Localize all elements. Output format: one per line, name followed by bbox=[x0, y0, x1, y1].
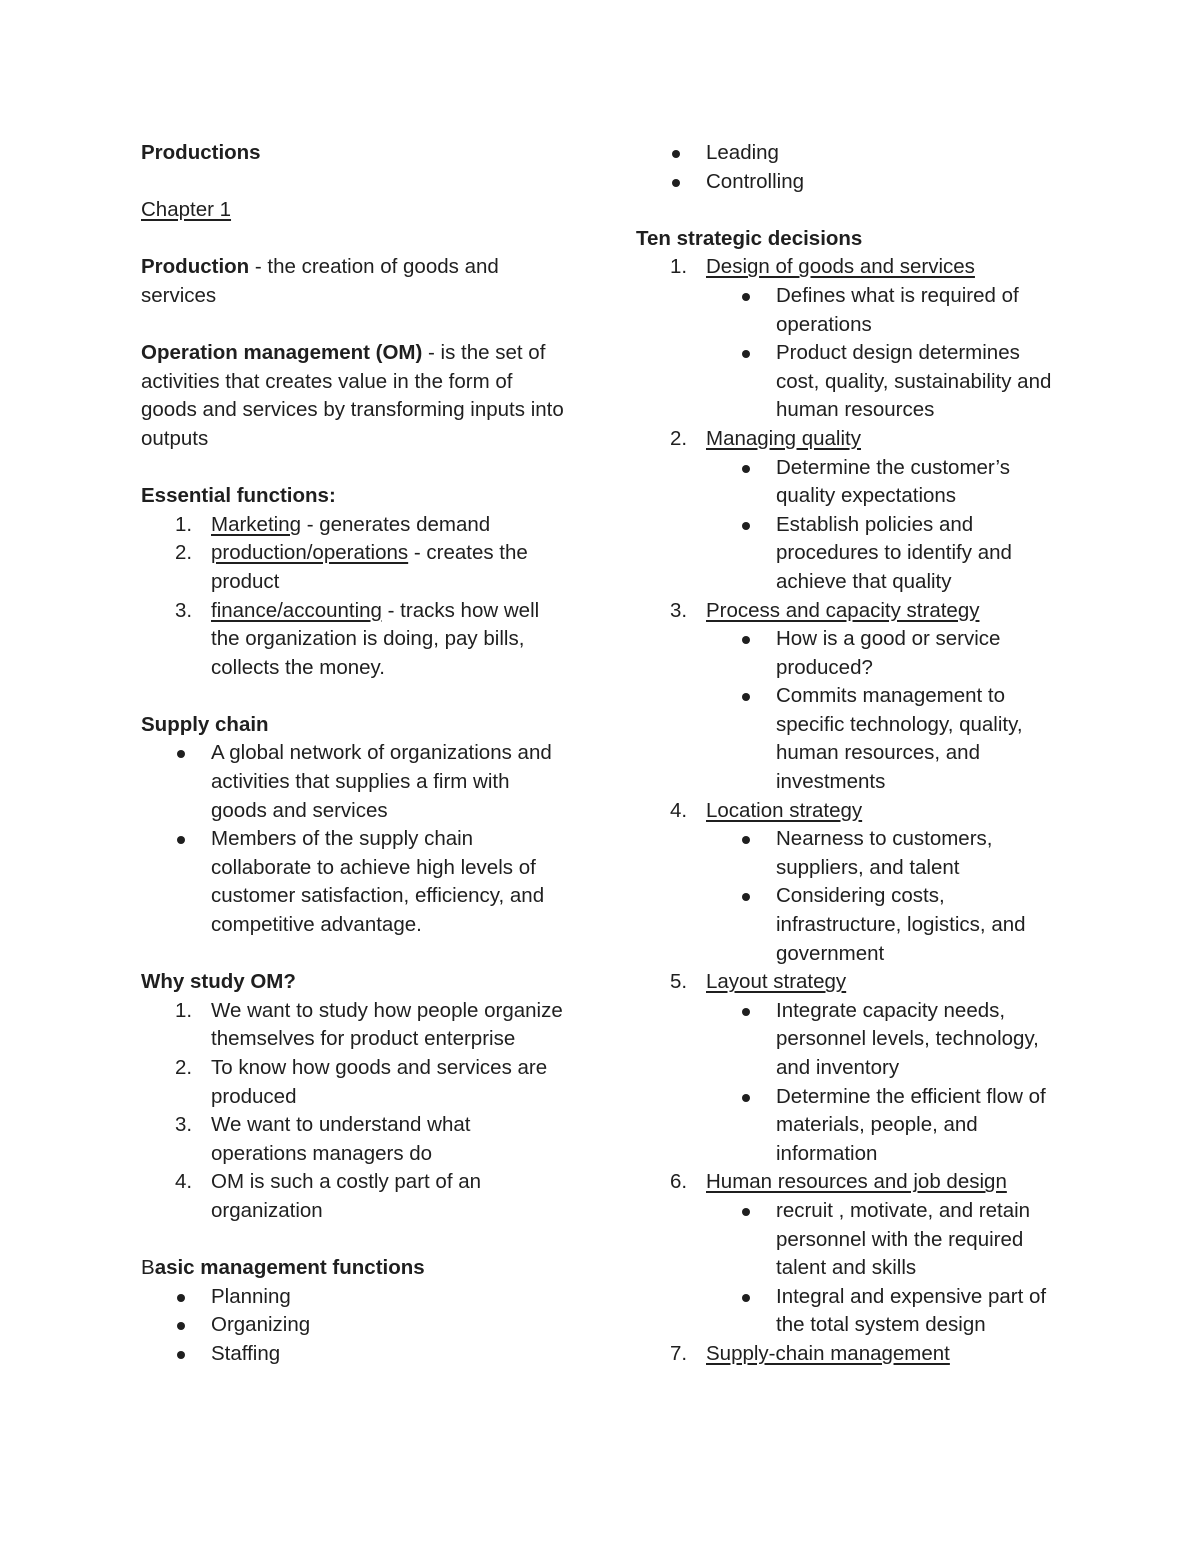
list-item: Product design determines cost, quality, sustainability and human resources bbox=[636, 339, 1066, 425]
bullet-icon bbox=[177, 836, 185, 844]
bullet-icon bbox=[742, 293, 750, 301]
list-item: 2. To know how goods and services are produced bbox=[175, 1056, 548, 1108]
list-item: 2. production/operations - creates the product bbox=[175, 541, 528, 593]
bullet-icon bbox=[742, 350, 750, 358]
decisions-list bbox=[636, 253, 1066, 1368]
list-item: Establish policies and procedures to identify and achieve that quality bbox=[636, 511, 1066, 597]
list-item: 1. We want to study how people organize themselves for product enterprise bbox=[175, 998, 563, 1051]
list-item: Commits management to specific technology, quality, human resources, and investments bbox=[636, 682, 1066, 796]
decision-title: Human resources and job design bbox=[706, 1170, 1007, 1194]
decision-title: Managing quality bbox=[706, 426, 861, 450]
decision-item: 5. Layout strategy Integrate capacity needs, personnel levels, technology, and inventory Determine the efficient flow of materials, people, and information bbox=[636, 968, 1066, 1168]
decision-title: Location strategy bbox=[706, 798, 863, 822]
bullet-icon bbox=[742, 1208, 750, 1216]
bullet-icon bbox=[672, 179, 680, 187]
list-item: 4. OM is such a costly part of an organization bbox=[175, 1170, 482, 1222]
decision-item: 2. Managing quality Determine the customer’s quality expectations Establish policies and procedures to identify and achieve that quality bbox=[636, 425, 1066, 597]
essential-heading: Essential functions: bbox=[141, 484, 336, 508]
decision-item: 3. Process and capacity strategy How is a good or service produced? Commits management to specific technology, quality, human resources, and investments bbox=[636, 597, 1066, 797]
list-item: 1. Marketing - generates demand bbox=[175, 512, 491, 536]
list-item: Integral and expensive part of the total system design bbox=[636, 1283, 1066, 1340]
list-item: Leading bbox=[636, 139, 1066, 168]
list-item: Staffing bbox=[141, 1340, 571, 1369]
list-item: Members of the supply chain collaborate to achieve high levels of customer satisfaction, efficiency, and competitive advantage. bbox=[141, 825, 571, 939]
doc-title: Productions bbox=[141, 141, 261, 164]
production-definition bbox=[141, 253, 571, 310]
bullet-icon bbox=[742, 522, 750, 530]
decision-title: Design of goods and services bbox=[706, 255, 975, 279]
list-item: Integrate capacity needs, personnel levels, technology, and inventory bbox=[636, 997, 1066, 1083]
bullet-icon bbox=[742, 893, 750, 901]
bullet-icon bbox=[742, 465, 750, 473]
list-item: Defines what is required of operations bbox=[636, 282, 1066, 339]
why-heading: Why study OM? bbox=[141, 970, 296, 994]
bullet-icon bbox=[177, 1322, 185, 1330]
bullet-icon bbox=[742, 636, 750, 644]
list-item: 3. finance/accounting - tracks how well the organization is doing, pay bills, collects the money. bbox=[175, 598, 540, 679]
basic-heading: Basic management functions bbox=[141, 1256, 425, 1280]
chapter-label: Chapter 1 bbox=[141, 198, 232, 222]
bullet-icon bbox=[742, 1008, 750, 1016]
decision-title: Process and capacity strategy bbox=[706, 598, 980, 622]
basic-list-continued bbox=[636, 139, 1066, 196]
production-term: Production bbox=[141, 255, 250, 279]
bullet-icon bbox=[742, 1294, 750, 1302]
decision-item: 7. Supply-chain management bbox=[670, 1341, 950, 1365]
bullet-icon bbox=[177, 1351, 185, 1359]
list-item: Determine the customer’s quality expectations bbox=[636, 454, 1066, 511]
list-item: Controlling bbox=[636, 168, 1066, 197]
om-def: - is the set of activities that creates value in the form of goods and services by transforming inputs into outputs bbox=[141, 341, 564, 450]
list-item: Determine the efficient flow of materials, people, and information bbox=[636, 1083, 1066, 1169]
list-item: A global network of organizations and activities that supplies a firm with goods and services bbox=[141, 739, 571, 825]
ten-decisions-heading: Ten strategic decisions bbox=[636, 226, 863, 250]
why-list bbox=[141, 997, 571, 1226]
production-def: - the creation of goods and services bbox=[141, 255, 499, 307]
list-item: How is a good or service produced? bbox=[636, 625, 1066, 682]
om-definition bbox=[141, 339, 571, 453]
right-column bbox=[636, 139, 1066, 1369]
om-term: Operation management (OM) bbox=[141, 341, 423, 365]
decision-item: 4. Location strategy Nearness to customers, suppliers, and talent Considering costs, infrastructure, logistics, and government bbox=[636, 797, 1066, 969]
bullet-icon bbox=[672, 150, 680, 158]
bullet-icon bbox=[742, 693, 750, 701]
list-item: Considering costs, infrastructure, logistics, and government bbox=[636, 882, 1066, 968]
decision-title: Supply-chain management bbox=[706, 1341, 950, 1365]
list-item: 3. We want to understand what operations managers do bbox=[175, 1113, 471, 1165]
list-item: Organizing bbox=[141, 1311, 571, 1340]
essential-list bbox=[141, 511, 571, 683]
list-item: Nearness to customers, suppliers, and talent bbox=[636, 825, 1066, 882]
decision-title: Layout strategy bbox=[706, 970, 847, 994]
list-item: Planning bbox=[141, 1283, 571, 1312]
supply-list bbox=[141, 739, 571, 939]
decision-item: 6. Human resources and job design recruit , motivate, and retain personnel with the required talent and skills Integral and expensive part of the total system design bbox=[636, 1168, 1066, 1340]
list-item: recruit , motivate, and retain personnel with the required talent and skills bbox=[636, 1197, 1066, 1283]
bullet-icon bbox=[742, 836, 750, 844]
bullet-icon bbox=[177, 750, 185, 758]
bullet-icon bbox=[742, 1094, 750, 1102]
bullet-icon bbox=[177, 1294, 185, 1302]
supply-heading: Supply chain bbox=[141, 712, 269, 736]
basic-list bbox=[141, 1283, 571, 1369]
decision-item: 1. Design of goods and services Defines what is required of operations Product design determines cost, quality, sustainability and human resources bbox=[636, 253, 1066, 425]
left-column bbox=[141, 139, 571, 1369]
